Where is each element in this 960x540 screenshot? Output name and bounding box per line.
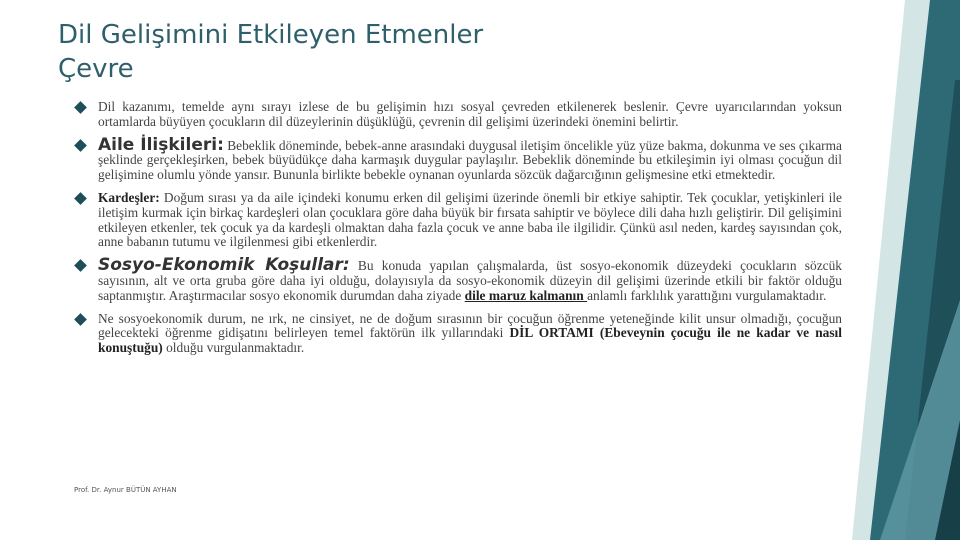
- title-line-2: Çevre: [58, 54, 134, 84]
- item-2-body: Bebeklik döneminde, bebek-anne arasındaki duygusal iletişim öncelikle yüz yüze bakma, dokunma ve ses çıkarma şeklinde gerçekleşirken, bebek büyüdükçe daha karmaşık duygular paylaşılır. Bebeklik döneminde bu etkileşimin iyi olması çocuğun dil gelişimine olumlu yönde yansır. Bununla birlikte bebekle oynanan oyunlarda sözcük dağarcığının gelişmesine etki etmektedir.: [98, 137, 843, 183]
- diamond-bullet-icon: [74, 139, 87, 152]
- item-4-body-b: anlamlı farklılık yarattığını vurgulamaktadır.: [587, 287, 827, 303]
- bullet-item-2: [76, 134, 843, 183]
- bullet-item-1: [76, 100, 842, 130]
- slide-title: [58, 18, 483, 86]
- diamond-bullet-icon: [74, 192, 87, 205]
- bullet-item-4: [76, 255, 842, 303]
- item-2-text: [98, 134, 843, 183]
- title-line-1: Dil Gelişimini Etkileyen Etmenler: [58, 20, 484, 50]
- bullet-item-3: [76, 191, 842, 250]
- item-3-body: Doğum sırası ya da aile içindeki konumu erken dil gelişimi üzerinde önemli bir etkiye sahiptir. Tek çocuklar, yetişkinleri ile iletişim kurmak için birkaç kardeşleri olan çocuklara göre daha büyük bir fırsata sahiptir ve böylece dili daha hızlı geliştirir. Dil gelişimini etkileyen etkenler, tek çocuk ya da kardeşli olmaktan daha fazla çocuk ve anne baba ile ilgilidir. Çünkü asıl neden, kardeş sayısından çok, anne babanın tutumu ve ilgilenmesi gibi etkenlerdir.: [98, 189, 842, 250]
- footer-author: Prof. Dr. Aynur BÜTÜN AYHAN: [74, 486, 177, 494]
- item-2-heading: Aile İlişkileri:: [98, 134, 224, 155]
- bullet-item-5: [76, 312, 842, 356]
- diamond-bullet-icon: [74, 313, 87, 326]
- item-3-text: [98, 191, 842, 250]
- item-5-body-a: Ne sosyoekonomik durum, ne ırk, ne cinsiyet, ne de doğum sırasının bir çocuğun öğrenme yeteneğinde kilit unsur olmadığı, çocuğun gelecekteki öğrenme gidişatını belirleyen temel faktörün ilk yıllarındaki: [98, 310, 842, 341]
- item-4-text: [98, 255, 842, 303]
- item-5-text: [98, 312, 842, 356]
- item-1-text: Dil kazanımı, temelde aynı sırayı izlese de bu gelişimin hızı sosyal çevreden etkilenerek beslenir. Çevre uyarıcılarından yoksun ortamlarda büyüyen çocukların dil düzeylerinin düşüklüğü, çevrenin dil gelişimi üzerindeki önemini belirtir.: [98, 99, 842, 129]
- item-5-emphasis: DİL ORTAMI (Ebeveynin çocuğu ile ne kadar ve nasıl konuştuğu): [98, 325, 842, 356]
- item-4-body-a: Bu konuda yapılan çalışmalarda, üst sosyo-ekonomik düzeydeki çocukların sözcük sayısının, alt ve orta gruba göre daha iyi olduğu, dolayısıyla da sosyo-ekonomik düzeyin dil gelişimi üzerinde etkili bir faktör olduğu saptanmıştır. Araştırmacılar sosyo ekonomik durumdan daha ziyade: [98, 258, 842, 303]
- item-5-body-b: olduğu vurgulanmaktadır.: [162, 340, 305, 356]
- bullet-list: [76, 100, 842, 364]
- diamond-bullet-icon: [74, 259, 87, 272]
- item-4-heading: Sosyo-Ekonomik Koşullar:: [98, 255, 350, 276]
- item-4-emphasis: dile maruz kalmanın: [464, 287, 588, 303]
- item-3-heading: Kardeşler:: [98, 189, 160, 205]
- diamond-bullet-icon: [74, 101, 87, 114]
